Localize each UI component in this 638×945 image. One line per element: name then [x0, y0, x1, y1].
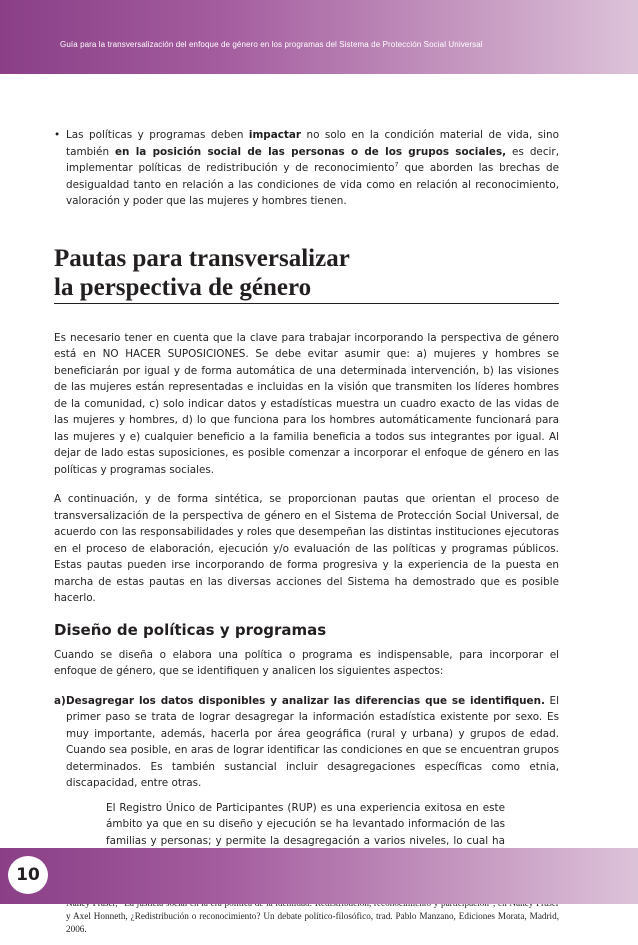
- bullet-dot-icon: •: [54, 129, 61, 141]
- list-item-bold: Desagregar los datos disponibles y analizar las diferencias que se identifiquen.: [66, 694, 545, 707]
- bullet-text-4: que aborden las brechas de desigualdad tanto en relación a las condiciones de vida como en relación al reconocimiento, valoración y poder que las mujeres y hombres tienen.: [66, 162, 559, 207]
- paragraph-assumptions: Es necesario tener en cuenta que la clave para trabajar incorporando la perspectiva de género está en NO HACER SUPOSICIONES. Se debe evitar asumir que: a) mujeres y hombres se beneficiarán por igual y de forma automática de una determinada intervención, b) las visiones de las mujeres están representadas e incluidas en la visión que transmiten los líderes hombres de la comunidad, c) solo indicar datos y estadísticas muestra un cuadro exacto de las vidas de las mujeres y hombres, d) lo que funciona para los hombres automáticamente funcionará para las mujeres y e) cualquier beneficio a la familia beneficia a todos sus integrantes por igual. Al dejar de lado estas suposiciones, es posible comenzar a incorporar el enfoque de género en las políticas y programas sociales.: [54, 331, 559, 476]
- footnote-reference: 7: [394, 160, 399, 169]
- header-band: [0, 0, 638, 74]
- page-content: [54, 127, 559, 945]
- paragraph-guidelines: A continuación, y de forma sintética, se proporcionan pautas que orientan el proceso de transversalización de la perspectiva de género en el Sistema de Protección Social Universal, de acuerdo con las responsabilidades y roles que desempeñan las distintas instituciones ejecutoras en el proceso de elaboración, ejecución y/o evaluación de las políticas y programas públicos. Estas pautas pueden irse incorporando de forma progresiva y la experiencia de la puesta en marcha de estas pautas en las diversas acciones del Sistema ha demostrado que es posible hacerlo.: [54, 493, 559, 604]
- bullet-bold-2: en la posición social de las personas o de los grupos sociales,: [115, 145, 507, 158]
- subsection-heading: Diseño de políticas y programas: [54, 620, 327, 639]
- running-head: Guía para la transversalización del enfoque de género en los programas del Sistema de Protección Social Universal: [60, 40, 483, 49]
- list-item-letter: a): [54, 694, 66, 707]
- page-number: 10: [8, 856, 48, 894]
- list-item-a: [54, 693, 559, 792]
- bullet-text-2: no solo en la condición material de vida, sino también: [66, 129, 559, 158]
- section-heading-line-1: Pautas para transversalizar: [54, 244, 350, 272]
- section-heading: [54, 244, 559, 304]
- example-paragraph: El Registro Único de Participantes (RUP) es una experiencia exitosa en este ámbito ya que en su diseño y ejecución se ha levantado información de las familias y personas; y permite la desagregación a varios niveles, lo cual ha: [106, 801, 505, 847]
- paragraph-intro: Cuando se diseña o elabora una política o programa es indispensable, para incorporar el enfoque de género, que se identifiquen y analicen los siguientes aspectos:: [54, 648, 559, 677]
- footer-band: [0, 848, 638, 904]
- footnote-text: y Axel Honneth, ¿Redistribución o reconocimiento? Un debate político-filosófico, trad. Pablo Manzano, Ediciones Morata, Madrid, 2006.: [66, 911, 559, 934]
- section-heading-line-2: la perspectiva de género: [54, 273, 312, 301]
- bullet-paragraph: [54, 127, 559, 210]
- bullet-text-3: es decir, implementar políticas de redistribución y de reconocimiento: [66, 145, 559, 174]
- list-item-text: El primer paso se trata de lograr desagregar la información estadística existente por sexo. Es muy importante, además, hacerla por área geográfica (rural y urbana) y grupos de edad. Cuando sea posible, en aras de lograr identificar las condiciones en que se encuentran grupos determinados. Es también sustancial incluir desagregaciones específicas como etnia, discapacidad, entre otras.: [66, 694, 559, 789]
- bullet-text-1: Las políticas y programas deben: [66, 129, 249, 141]
- bullet-bold-1: impactar: [248, 129, 302, 141]
